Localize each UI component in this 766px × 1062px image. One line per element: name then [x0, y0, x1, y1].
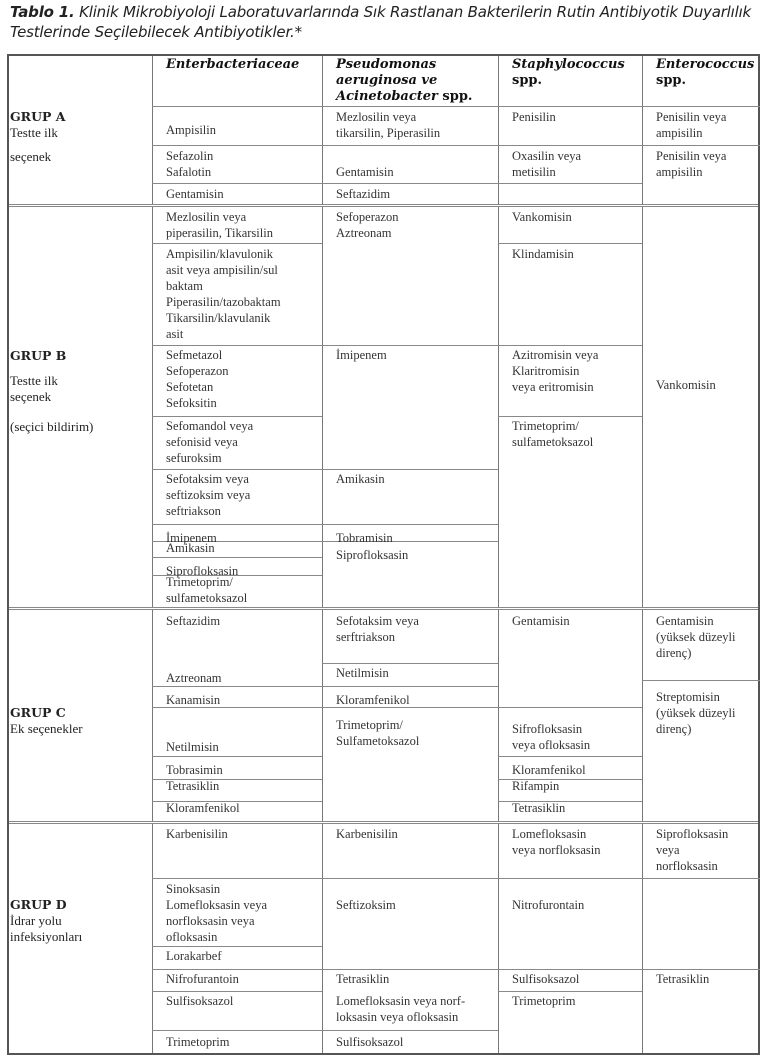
group-separator [9, 204, 758, 207]
table-cell: Lomefloksasin veya norfloksasin [512, 827, 601, 857]
row-divider [322, 686, 498, 687]
row-divider [152, 106, 760, 107]
table-cell: Ampisilin [166, 123, 217, 137]
table-cell: Streptomisin (yüksek düzeyli direnç) [656, 690, 736, 736]
row-divider [642, 878, 760, 879]
table-cell: Kloramfenikol [336, 693, 410, 707]
table-cell: Gentamisin [166, 187, 224, 201]
table-cell: Trimetoprim/ sulfametoksazol [166, 575, 248, 605]
table-cell: Klindamisin [512, 247, 574, 261]
table-cell: Penisilin [512, 110, 556, 124]
row-divider [322, 345, 498, 346]
row-divider [498, 243, 642, 244]
table-cell: Sefomandol veya sefonisid veya sefuroksim [166, 419, 254, 465]
table-cell: Mezlosilin veya piperasilin, Tikarsilin [166, 210, 273, 240]
row-divider [322, 1030, 498, 1031]
row-divider [322, 663, 498, 664]
row-divider [498, 991, 642, 992]
table-cell: Vankomisin [656, 378, 716, 392]
table-cell: Ampisilin/klavulonik asit veya ampisilin/sul baktam Piperasilin/tazobaktam Tikarsilin/klavulanik asit [166, 247, 281, 341]
group-description: Ek seçenekler [10, 721, 83, 736]
row-divider [152, 686, 322, 687]
header-taxon: Staphylococcus [512, 57, 625, 72]
row-divider [498, 969, 642, 970]
row-divider [152, 469, 322, 470]
group-title: GRUP D [10, 897, 67, 912]
row-divider [152, 524, 322, 525]
table-cell: Nifrofurantoin [166, 972, 239, 986]
header-taxon: Pseudomonas aeruginosa ve Acinetobacter [336, 57, 438, 104]
caption-text: Klinik Mikrobiyoloji Laboratuvarlarında Sık Rastlanan Bakterilerin Rutin Antibiyotik Duyarlılık Testlerinde Seçilebilecek Antibiyotikler.* [10, 3, 752, 41]
table-cell: Seftizoksim [336, 898, 396, 912]
table-cell: Sulfisoksazol [166, 994, 234, 1008]
group-title: GRUP A [10, 109, 66, 124]
table-cell: Aztreonam [166, 671, 222, 685]
table-cell: Seftazidim [336, 187, 391, 201]
table-cell: Sefazolin Safalotin [166, 149, 214, 179]
header-taxon: Enterococcus [656, 57, 755, 72]
table-cell: Netilmisin [336, 666, 389, 680]
table-cell: Netilmisin [166, 740, 219, 754]
group-name [10, 705, 66, 721]
table-cell: Sefoperazon Aztreonam [336, 210, 399, 240]
row-divider [152, 969, 322, 970]
group-name [10, 897, 67, 913]
row-divider [642, 969, 760, 970]
table-cell: Siprofloksasin [336, 548, 409, 562]
table-cell: Tetrasiklin [166, 779, 220, 793]
table-cell: Lorakarbef [166, 949, 222, 963]
caption-label: Tablo 1. [10, 3, 75, 21]
row-divider [152, 183, 642, 184]
table-cell: Kanamisin [166, 693, 221, 707]
table-cell: Lomefloksasin veya norf- loksasin veya ofloksasin [336, 994, 466, 1024]
header-taxon: Enterbacteriaceae [166, 57, 300, 72]
group-description: (seçici bildirim) [10, 419, 94, 434]
row-divider [152, 243, 322, 244]
table-cell: Mezlosilin veya tikarsilin, Piperasilin [336, 110, 441, 140]
row-divider [152, 416, 322, 417]
column-header [512, 57, 640, 89]
row-divider [322, 469, 498, 470]
row-divider [642, 145, 760, 146]
table-cell: Sefotaksim veya serftriakson [336, 614, 419, 644]
table-cell: Tetrasiklin [512, 801, 566, 815]
row-divider [322, 878, 498, 879]
table-cell: Sifrofloksasin veya ofloksasin [512, 722, 591, 752]
row-divider [642, 680, 760, 681]
row-divider [152, 145, 642, 146]
row-divider [498, 756, 642, 757]
row-divider [152, 878, 322, 879]
row-divider [498, 707, 642, 708]
table-cell: Nitrofurontain [512, 898, 585, 912]
table-cell: Rifampin [512, 779, 560, 793]
row-divider [322, 524, 498, 525]
table-cell: Trimetoprim [166, 1035, 230, 1049]
table-cell: Tobramisin [336, 531, 393, 545]
table-cell: Trimetoprim [512, 994, 576, 1008]
table-cell: Vankomisin [512, 210, 572, 224]
row-divider [152, 991, 322, 992]
header-suffix: spp. [437, 89, 473, 104]
group-name [10, 109, 65, 125]
table-cell: Trimetoprim/ sulfametoksazol [512, 419, 594, 449]
row-divider [152, 557, 322, 558]
table-cell: Amikasin [336, 472, 385, 486]
row-divider [322, 969, 498, 970]
group-title: GRUP C [10, 705, 66, 720]
table-cell: Azitromisin veya Klaritromisin veya eritromisin [512, 348, 599, 394]
header-suffix: spp. [656, 73, 687, 88]
column-header [656, 57, 758, 89]
table-cell: Amikasin [166, 541, 215, 555]
table-cell: Siprofloksasin [166, 564, 239, 578]
table-cell: Kloramfenikol [512, 763, 586, 777]
group-separator [9, 821, 758, 824]
table-cell: Sefmetazol Sefoperazon Sefotetan Sefoksitin [166, 348, 229, 410]
group-title: GRUP B [10, 348, 67, 363]
table-cell: Penisilin veya ampisilin [656, 149, 727, 179]
table-cell: Tetrasiklin [336, 972, 390, 986]
column-header [166, 57, 320, 73]
row-divider [152, 946, 322, 947]
header-suffix: spp. [512, 73, 543, 88]
row-divider [152, 756, 322, 757]
table-cell: Tetrasiklin [656, 972, 710, 986]
table-cell: Kloramfenikol [166, 801, 240, 815]
group-description: Testte ilk [10, 125, 58, 140]
table-cell: Trimetoprim/ Sulfametoksazol [336, 718, 420, 748]
group-description: İdrar yolu infeksiyonları [10, 913, 83, 944]
table-cell: Sulfisoksazol [512, 972, 580, 986]
table-cell: Sulfisoksazol [336, 1035, 404, 1049]
table-cell: Tobrasimin [166, 763, 223, 777]
row-divider [152, 1030, 322, 1031]
table-cell: İmipenem [166, 531, 217, 545]
table-cell: İmipenem [336, 348, 387, 362]
table-cell: Gentamisin [336, 165, 394, 179]
group-description: seçenek [10, 149, 52, 164]
table-cell: Karbenisilin [166, 827, 228, 841]
table-cell: Karbenisilin [336, 827, 398, 841]
table-cell: Seftazidim [166, 614, 221, 628]
table-cell: Gentamisin [512, 614, 570, 628]
column-header [336, 57, 496, 105]
row-divider [498, 878, 642, 879]
row-divider [498, 416, 642, 417]
table-cell: Siprofloksasin veya norfloksasin [656, 827, 729, 873]
group-name [10, 348, 66, 364]
table-cell: Penisilin veya ampisilin [656, 110, 727, 140]
table-cell: Gentamisin (yüksek düzeyli direnç) [656, 614, 736, 660]
table-cell: Sinoksasin Lomefloksasin veya norfloksasin veya ofloksasin [166, 882, 268, 944]
row-divider [152, 345, 322, 346]
table-cell: Sefotaksim veya seftizoksim veya seftriakson [166, 472, 251, 518]
group-separator [9, 607, 758, 610]
group-description: Testte ilk seçenek [10, 373, 58, 404]
row-divider [498, 345, 642, 346]
table-cell: Oxasilin veya metisilin [512, 149, 582, 179]
